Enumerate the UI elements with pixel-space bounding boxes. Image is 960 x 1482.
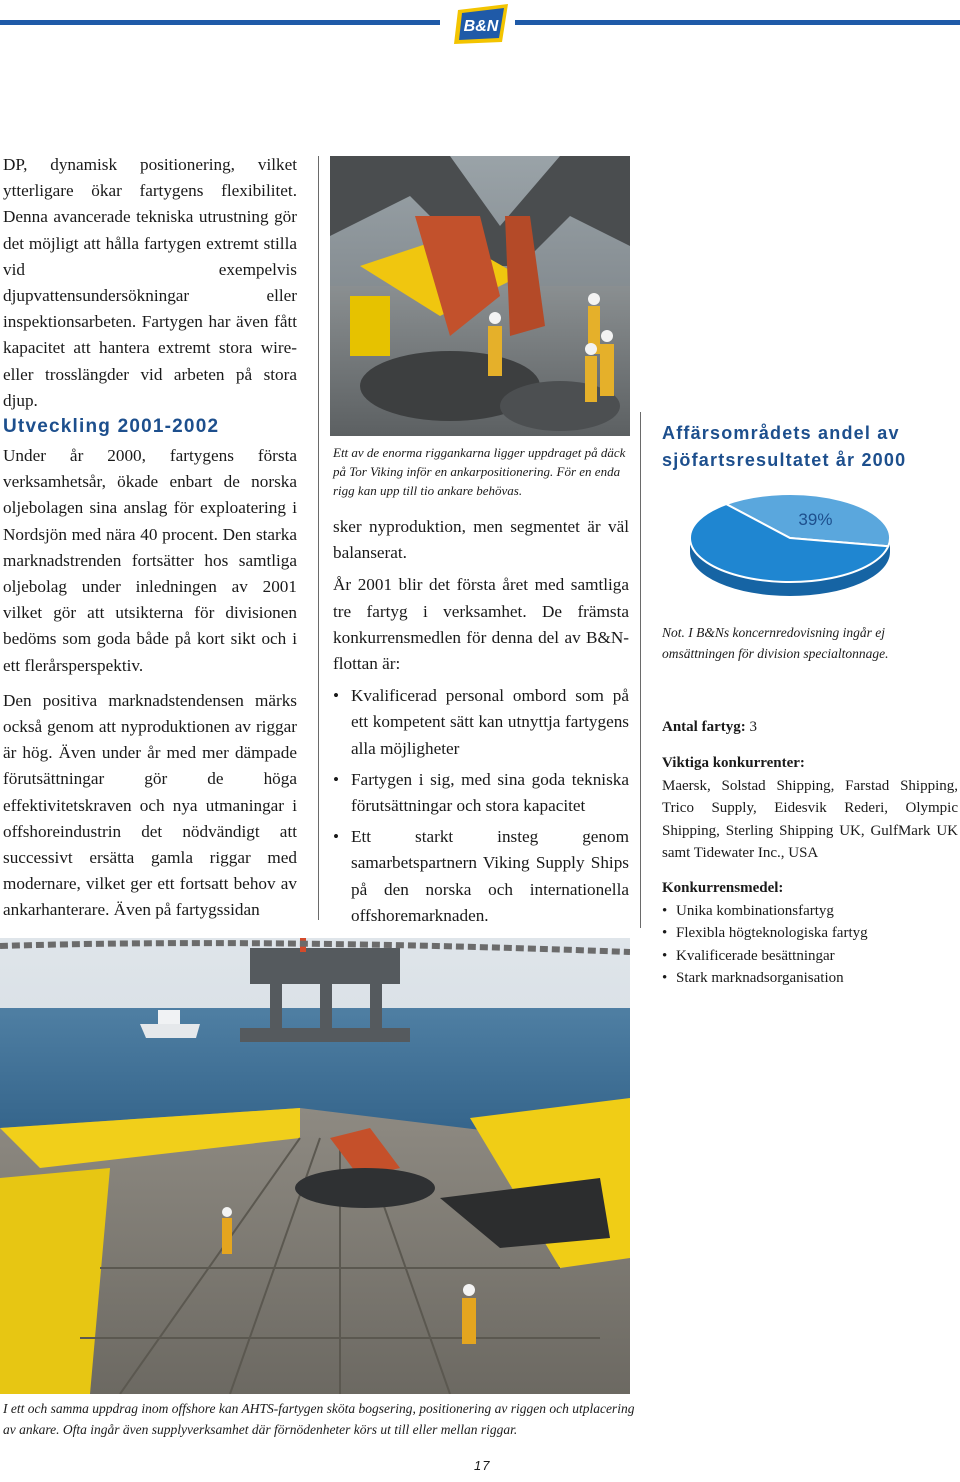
middle-paragraph-1: sker nyproduktion, men segmentet är väl balanserat. [333, 517, 629, 563]
competitors-label: Viktiga konkurrenter: [662, 755, 805, 771]
means-label: Konkurrensmedel: [662, 880, 784, 896]
bn-logo [452, 2, 514, 46]
vessel-count [662, 716, 958, 739]
header-rule-right [515, 20, 960, 25]
left-paragraph-3: Den positiva marknadstendensen märks också genom att nyproduktionen av riggar är hög. Även under år med mer dämpade förutsättningar gör de höga effektivitetskraven och nya utmaningar i offshoreindustrin det nödvändigt att successivt ersätta gamla riggar med modernare, vilket ger ett fortsatt behov av ankarhanterare. Även på fartygssidan [3, 690, 297, 920]
means-block [662, 877, 958, 990]
left-paragraph-1: DP, dynamisk positionering, vilket ytterligare ökar fartygens flexibilitet. Denna avancerade tekniska utrustning gör det möjligt att hålla fartygen extremt stilla vid exempelvis djupvattensundersökningar eller inspektionsarbeten. Fartygen har även fått kapacitet att hantera extremt stora wire- eller trosslängder vid arbeten på stora djup. [3, 155, 297, 410]
column-divider-right [640, 412, 641, 928]
list-item: • Ett starkt insteg genom samarbetspartnern Viking Supply Ships på den norska och internationella offshoremarknaden. [333, 824, 629, 929]
section-heading: Utveckling 2001-2002 [3, 416, 220, 437]
left-column [3, 152, 297, 414]
middle-column [333, 514, 629, 929]
photo-anchor-on-deck [330, 156, 630, 436]
chart-note: Not. I B&Ns koncernredovisning ingår ej omsättningen för division specialtonnage. [662, 625, 889, 661]
vessel-count-value: 3 [749, 719, 757, 735]
header-rule-left [0, 20, 440, 25]
chart-heading: Affärsområdets andel av sjöfartsresultatet år 2000 [662, 423, 907, 470]
column-divider-left [318, 156, 319, 920]
list-item: • Stark marknadsorganisation [662, 967, 958, 990]
pie-label-0: 39% [798, 510, 833, 530]
photo-rig-and-vessel-deck [0, 938, 630, 1394]
list-item: • Kvalificerade besättningar [662, 945, 958, 968]
competitors-block [662, 752, 958, 865]
bottom-photo-caption: I ett och samma uppdrag inom offshore kan AHTS-fartygen sköta bogsering, positionering av riggen och utplacering av ankare. Ofta ingår även supplyverksamhet där förnödenheter körs ut till eller mellan riggar. [3, 1401, 635, 1437]
list-item: • Flexibla högteknologiska fartyg [662, 922, 958, 945]
left-column-lower [3, 443, 297, 924]
middle-paragraph-2: År 2001 blir det första året med samtliga tre fartyg i verksamhet. De främsta konkurrensmedlen för denna del av B&N-flottan är: [333, 575, 629, 674]
page-number: 17 [474, 1458, 491, 1473]
vessel-count-label: Antal fartyg: [662, 719, 746, 735]
competition-means-list [333, 683, 629, 929]
list-item: • Unika kombinationsfartyg [662, 900, 958, 923]
list-item: • Kvalificerad personal ombord som på ett kompetent sätt kan utnyttja fartygens alla möjligheter [333, 683, 629, 762]
share-pie-chart [686, 486, 910, 608]
anchor-photo-caption: Ett av de enorma riggankarna ligger uppdraget på däck på Tor Viking inför en ankarpositionering. För en enda rigg kan upp till tio ankare behövas. [333, 445, 626, 498]
competitors-text: Maersk, Solstad Shipping, Farstad Shipping, Trico Supply, Eidesvik Rederi, Olympic Shipping, Sterling Shipping UK, GulfMark UK samt Tidewater Inc., USA [662, 777, 958, 861]
logo-text: B&N [463, 18, 499, 35]
left-paragraph-2: Under år 2000, fartygens första verksamhetsår, ökade enbart de norska oljebolagen sina anslag för exploatering i Nordsjön med nära 40 procent. Den starka marknadstrenden fortsätter hos samtliga oljebolag under inledningen av 2001 vilket gör att utsikterna för divisionen bedöms som goda både på kort sikt och i ett flerårsperspektiv. [3, 446, 297, 675]
list-item: • Fartygen i sig, med sina goda tekniska förutsättningar och stora kapacitet [333, 767, 629, 819]
means-list [662, 900, 958, 990]
